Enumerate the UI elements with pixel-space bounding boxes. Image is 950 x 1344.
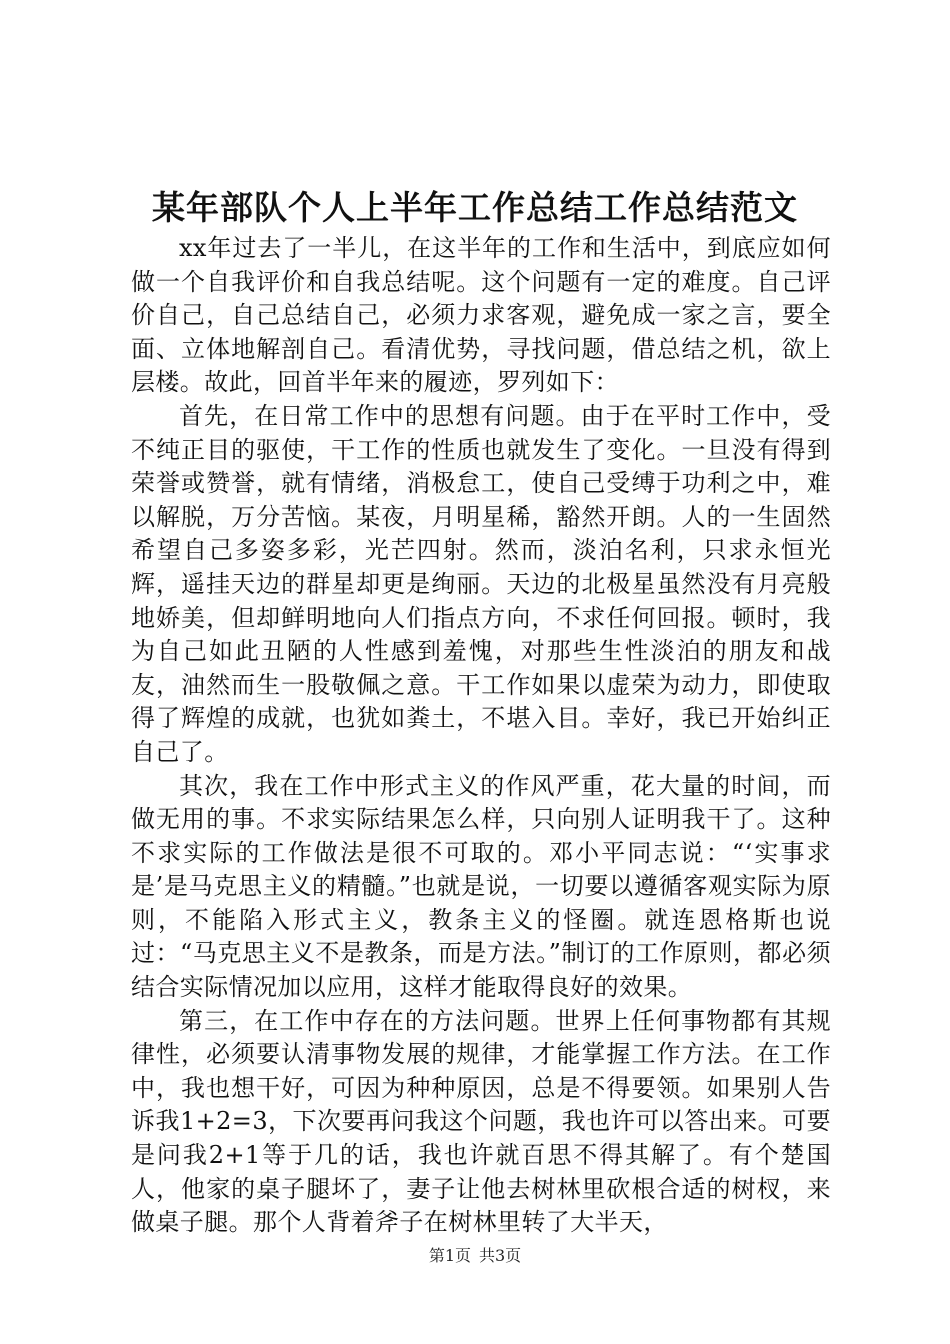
paragraph-first: 首先，在日常工作中的思想有问题。由于在平时工作中，受不纯正目的驱使，干工作的性质也就发生了变化。一旦没有得到荣誉或赞誉，就有情绪，消极怠工，使自己受缚于功利之中，难以解脱，万分苦恼。某夜，月明星稀，豁然开朗。人的一生固然希望自己多姿多彩，光芒四射。然而，淡泊名利，只求永恒光辉，遥挂天边的群星却更是绚丽。天边的北极星虽然没有月亮般地娇美，但却鲜明地向人们指点方向，不求任何回报。顿时，我为自己如此丑陋的人性感到羞愧，对那些生性淡泊的朋友和战友，油然而生一股敬佩之意。干工作如果以虚荣为动力，即使取得了辉煌的成就，也犹如粪土，不堪入目。幸好，我已开始纠正自己了。 xyxy=(131,401,831,766)
paragraph-intro: xx年过去了一半儿，在这半年的工作和生活中，到底应如何做一个自我评价和自我总结呢。这个问题有一定的难度。自己评价自己，自己总结自己，必须力求客观，避免成一家之言，要全面、立体地解剖自己。看清优势，寻找问题，借总结之机，欲上层楼。故此，回首半年来的履迹，罗列如下： xyxy=(131,234,831,397)
page-number: 第1页 xyxy=(428,1246,471,1265)
document-title: 某年部队个人上半年工作总结工作总结范文 xyxy=(152,188,798,227)
page-total: 共3页 xyxy=(479,1246,522,1265)
document-body xyxy=(131,232,831,1240)
page-footer xyxy=(0,1246,950,1266)
paragraph-third: 第三，在工作中存在的方法问题。世界上任何事物都有其规律性，必须要认清事物发展的规律，才能掌握工作方法。在工作中，我也想干好，可因为种种原因，总是不得要领。如果别人告诉我1+2=3，下次要再问我这个问题，我也许可以答出来。可要是问我2+1等于几的话，我也许就百思不得其解了。有个楚国人，他家的桌子腿坏了，妻子让他去树林里砍根合适的树杈，来做桌子腿。那个人背着斧子在树林里转了大半天， xyxy=(131,1006,831,1237)
paragraph-second: 其次，我在工作中形式主义的作风严重，花大量的时间，而做无用的事。不求实际结果怎么样，只向别人证明我干了。这种不求实际的工作做法是很不可取的。邓小平同志说：“‘实事求是’是马克思主义的精髓。”也就是说，一切要以遵循客观实际为原则，不能陷入形式主义，教条主义的怪圈。就连恩格斯也说过：“马克思主义不是教条，而是方法。”制订的工作原则，都必须结合实际情况加以应用，这样才能取得良好的效果。 xyxy=(131,771,831,1002)
